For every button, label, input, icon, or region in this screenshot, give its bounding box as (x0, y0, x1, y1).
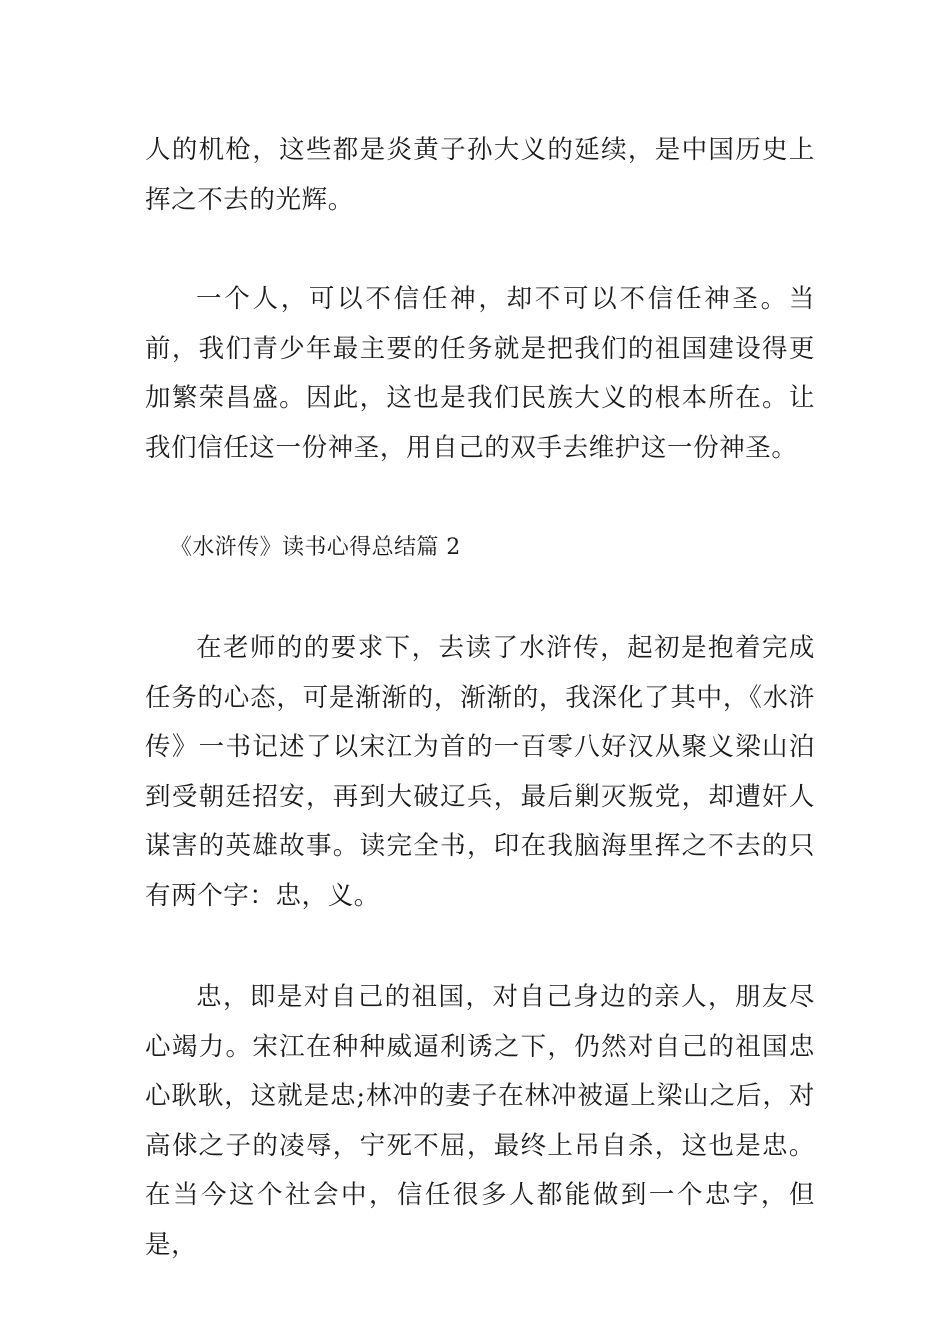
paragraph-loyalty: 忠，即是对自己的祖国，对自己身边的亲人，朋友尽心竭力。宋江在种种威逼利诱之下，仍然对自己的祖国忠心耿耿，这就是忠;林冲的妻子在林冲被逼上梁山之后，对高俅之子的凌辱，宁死不屈，最终上吊自杀，这也是忠。在当今这个社会中，信任很多人都能做到一个忠字，但是， (145, 982, 815, 1260)
paragraph-faith: 一个人，可以不信任神，却不可以不信任神圣。当前，我们青少年最主要的任务就是把我们的祖国建设得更加繁荣昌盛。因此，这也是我们民族大义的根本所在。让我们信任这一份神圣，用自己的双手去维护这一份神圣。 (145, 284, 815, 463)
paragraph-reading: 在老师的的要求下，去读了水浒传，起初是抱着完成任务的心态，可是渐渐的，渐渐的，我深化了其中，《水浒传》一书记述了以宋江为首的一百零八好汉从聚义梁山泊到受朝廷招安，再到大破辽兵，最后剿灭叛党，却遭奸人谋害的英雄故事。读完全书，印在我脑海里挥之不去的只有两个字：忠，义。 (145, 633, 815, 911)
paragraph-continuation: 人的机枪，这些都是炎黄子孙大义的延续，是中国历史上挥之不去的光辉。 (145, 135, 815, 215)
section-heading: 《水浒传》读书心得总结篇 2 (170, 535, 461, 560)
